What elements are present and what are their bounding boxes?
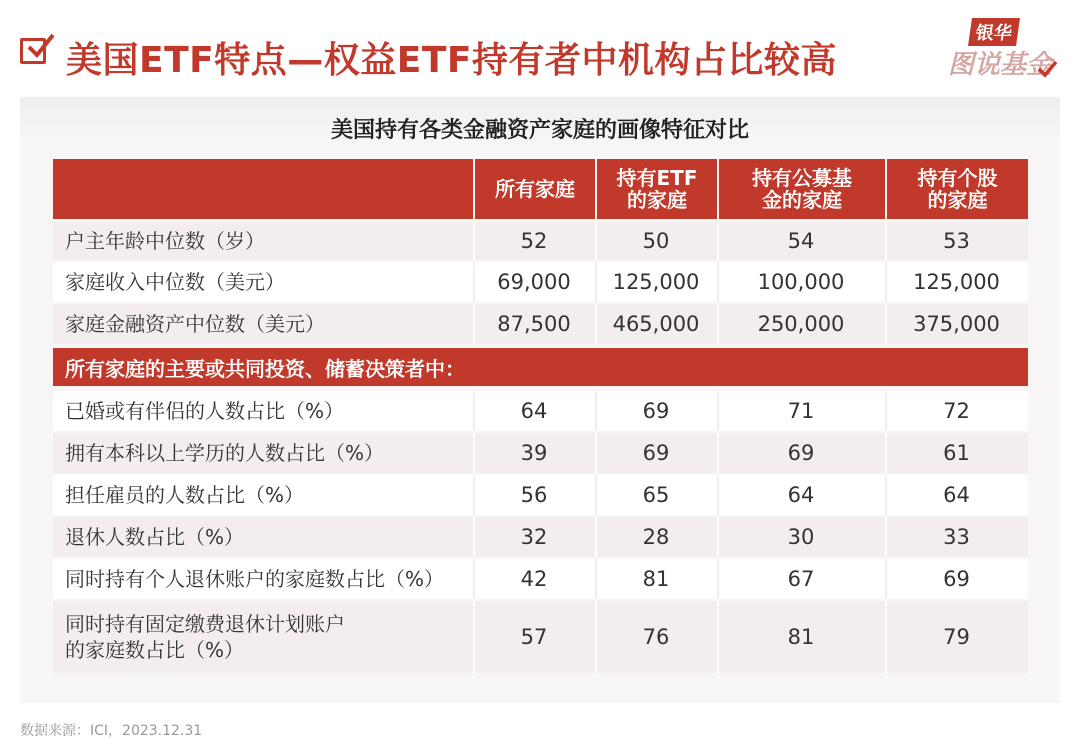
table-cell: 81 — [787, 625, 815, 649]
row-label: 退休人数占比（%） — [65, 525, 245, 549]
brand-logo-top: 银华 — [968, 18, 1020, 46]
table-cell: 54 — [787, 229, 815, 253]
table-cell: 465,000 — [612, 312, 700, 336]
table-panel — [20, 97, 1060, 703]
source-note: 数据来源：ICI，2023.12.31 — [20, 723, 203, 739]
table-cell: 100,000 — [757, 270, 845, 294]
table-cell: 64 — [520, 399, 548, 423]
table-cell: 81 — [642, 567, 670, 591]
row-label: 同时持有固定缴费退休计划账户 的家庭数占比（%） — [65, 612, 345, 662]
section-header: 所有家庭的主要或共同投资、储蓄决策者中： — [53, 348, 1028, 386]
table-title: 美国持有各类金融资产家庭的画像特征对比 — [330, 118, 749, 143]
table-row — [53, 601, 1028, 673]
table-row — [53, 433, 1028, 473]
table-cell: 39 — [520, 441, 548, 465]
page-header — [0, 0, 1080, 96]
table-cell: 125,000 — [612, 270, 700, 294]
table-cell: 65 — [642, 483, 670, 507]
table-cell: 79 — [943, 625, 970, 649]
table-cell: 67 — [787, 567, 815, 591]
column-header: 持有ETF 的家庭 — [595, 159, 717, 219]
row-label: 家庭收入中位数（美元） — [65, 270, 285, 294]
row-label: 担任雇员的人数占比（%） — [65, 483, 305, 507]
table-row — [53, 517, 1028, 557]
table-row — [53, 475, 1028, 515]
row-label: 已婚或有伴侣的人数占比（%） — [65, 399, 345, 423]
table-cell: 375,000 — [913, 312, 1000, 336]
table-cell: 32 — [520, 525, 548, 549]
table-cell: 69 — [642, 441, 670, 465]
brand-logo — [934, 18, 1058, 86]
table-cell: 250,000 — [757, 312, 845, 336]
row-label: 拥有本科以上学历的人数占比（%） — [65, 441, 385, 465]
page-title: 美国ETF特点—权益ETF持有者中机构占比较高 — [66, 40, 837, 81]
column-header: 所有家庭 — [473, 159, 595, 219]
table-cell: 64 — [943, 483, 970, 507]
table-row — [53, 222, 1028, 260]
table-cell: 72 — [943, 399, 970, 423]
table-cell: 76 — [642, 625, 670, 649]
table-cell: 69,000 — [497, 270, 571, 294]
table-cell: 56 — [520, 483, 548, 507]
table-cell: 30 — [787, 525, 815, 549]
table-row — [53, 391, 1028, 431]
brand-logo-bottom: 图说基金 — [947, 50, 1052, 80]
table-cell: 71 — [787, 399, 815, 423]
table-cell: 53 — [943, 229, 970, 253]
check-icon — [1036, 58, 1058, 80]
table-cell: 52 — [520, 229, 548, 253]
table-row — [53, 262, 1028, 302]
table-cell: 61 — [943, 441, 970, 465]
table-cell: 28 — [642, 525, 670, 549]
table-cell: 50 — [642, 229, 670, 253]
table-row — [53, 304, 1028, 344]
row-label: 家庭金融资产中位数（美元） — [65, 312, 325, 336]
column-header: 持有个股 的家庭 — [885, 159, 1028, 219]
table-cell: 57 — [520, 625, 548, 649]
table-cell: 69 — [943, 567, 970, 591]
table-cell: 125,000 — [913, 270, 1000, 294]
table-cell: 64 — [787, 483, 815, 507]
table-header — [53, 159, 1028, 219]
table-cell: 87,500 — [497, 312, 571, 336]
table-cell: 69 — [642, 399, 670, 423]
column-header: 持有公募基 金的家庭 — [717, 159, 885, 219]
table-cell: 33 — [943, 525, 970, 549]
table-row — [53, 559, 1028, 599]
checkbox-icon — [20, 38, 46, 64]
row-label: 户主年龄中位数（岁） — [65, 229, 265, 253]
row-label: 同时持有个人退休账户的家庭数占比（%） — [65, 567, 445, 591]
table-cell: 42 — [520, 567, 548, 591]
table-cell: 69 — [787, 441, 815, 465]
